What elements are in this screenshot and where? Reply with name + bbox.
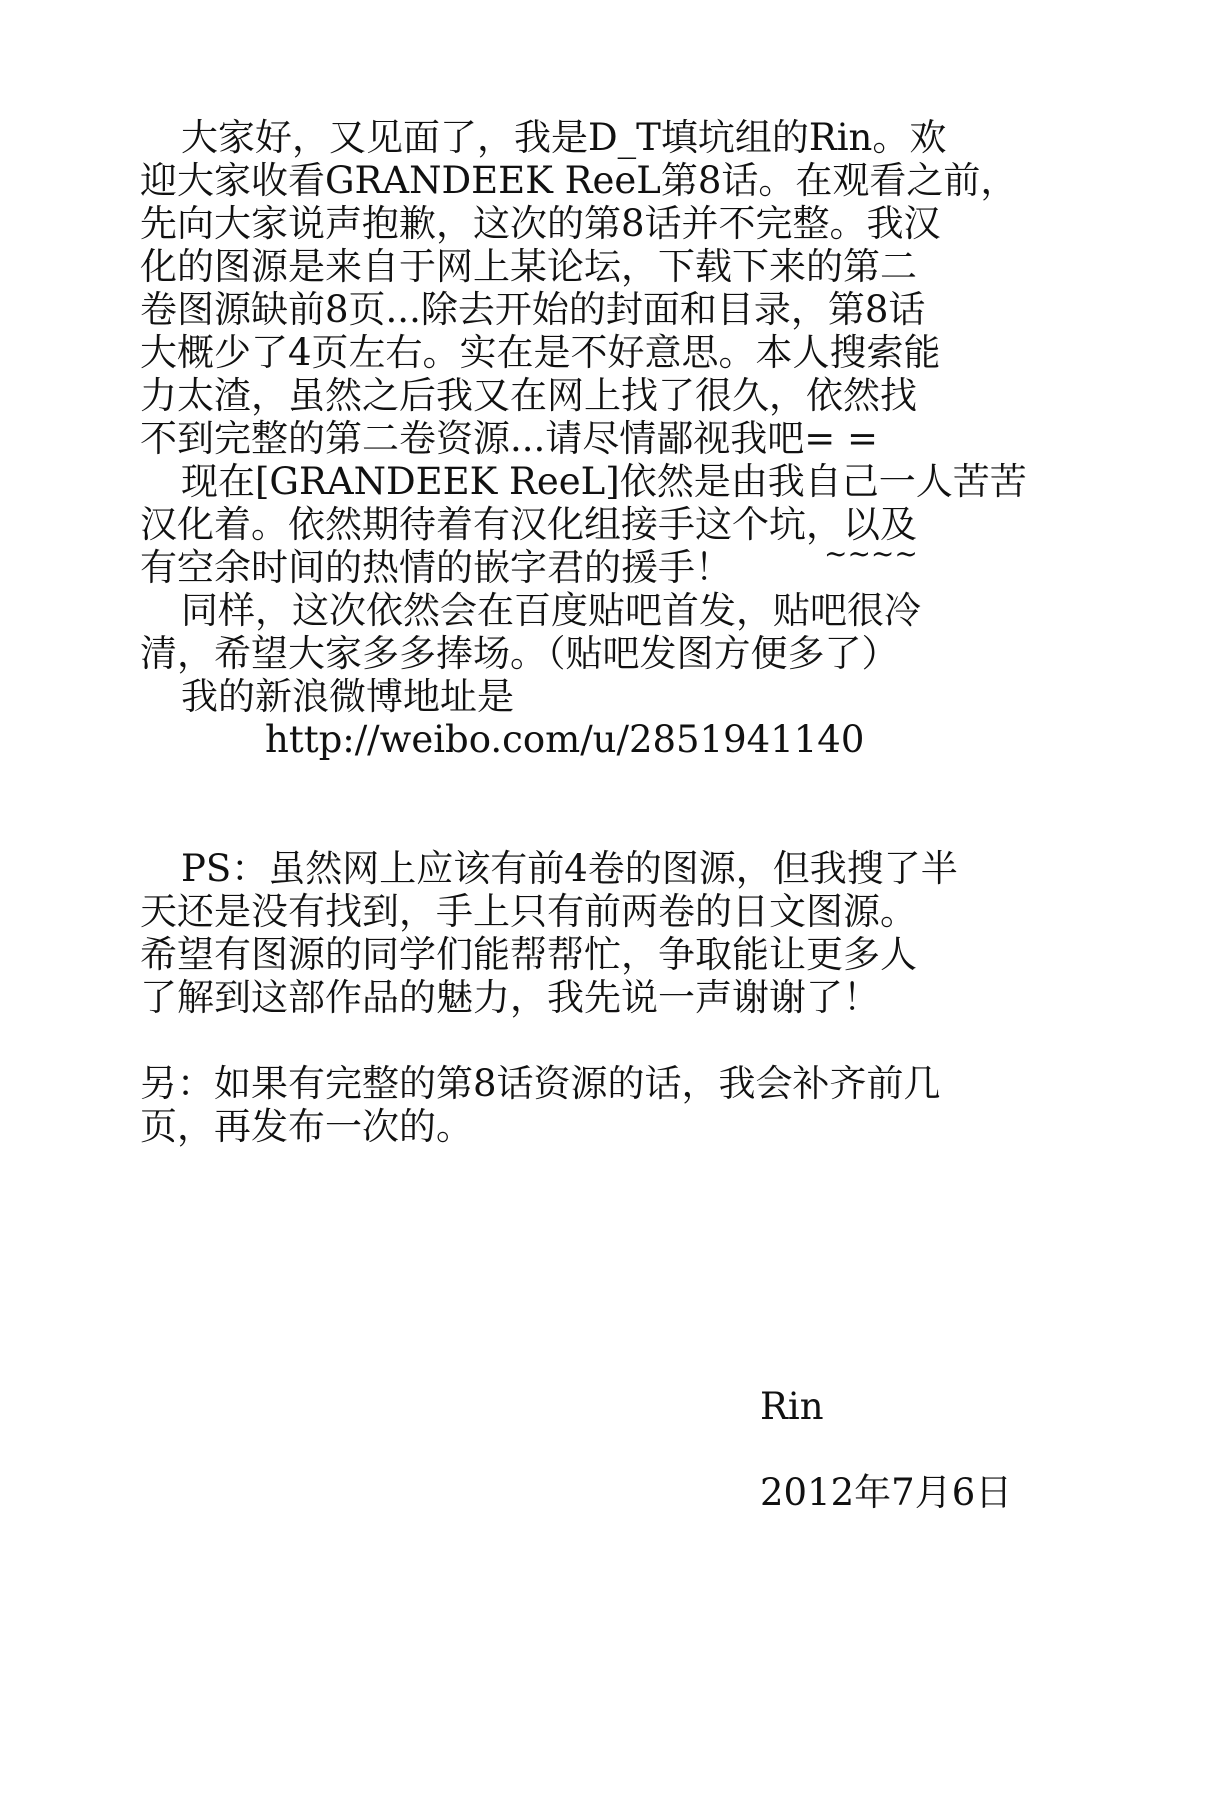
letter-line: 我的新浪微博地址是 [181,675,514,718]
letter-line: 化的图源是来自于网上某论坛，下载下来的第二 [140,245,917,288]
letter-line: 迎大家收看GRANDEEK ReeL第8话。在观看之前， [140,159,1018,202]
letter-line: 了解到这部作品的魅力，我先说一声谢谢了！ [140,976,880,1019]
letter-line: 不到完整的第二卷资源...请尽情鄙视我吧= = [140,417,879,460]
letter-line: 清，希望大家多多捧场。（贴吧发图方便多了） [140,632,899,675]
letter-line: 天还是没有找到，手上只有前两卷的日文图源。 [140,890,917,933]
letter-line: 另：如果有完整的第8话资源的话，我会补齐前几 [140,1062,941,1105]
letter-line: 希望有图源的同学们能帮帮忙，争取能让更多人 [140,933,917,976]
tilde-mark: ~~~~ [824,537,918,570]
letter-line: 力太渣，虽然之后我又在网上找了很久，依然找 [140,374,917,417]
letter-line: 同样，这次依然会在百度贴吧首发，贴吧很冷 [181,589,921,632]
letter-line: 大家好，又见面了，我是D_T填坑组的Rin。欢 [181,116,947,159]
letter-line: 卷图源缺前8页...除去开始的封面和目录，第8话 [140,288,926,331]
letter-line: PS：虽然网上应该有前4卷的图源，但我搜了半 [181,847,958,890]
letter-line: 先向大家说声抱歉，这次的第8话并不完整。我汉 [140,202,941,245]
letter-line: 现在[GRANDEEK ReeL]依然是由我自己一人苦苦 [181,460,1027,503]
weibo-url: http://weibo.com/u/2851941140 [265,718,865,761]
letter-line: 汉化着。依然期待着有汉化组接手这个坑，以及 [140,503,917,546]
date: 2012年7月6日 [760,1471,1013,1514]
letter-line: 大概少了4页左右。实在是不好意思。本人搜索能 [140,331,941,374]
signature: Rin [760,1385,824,1428]
letter-line: 页，再发布一次的。 [140,1105,473,1148]
letter-line: 有空余时间的热情的嵌字君的援手！ [140,546,732,589]
